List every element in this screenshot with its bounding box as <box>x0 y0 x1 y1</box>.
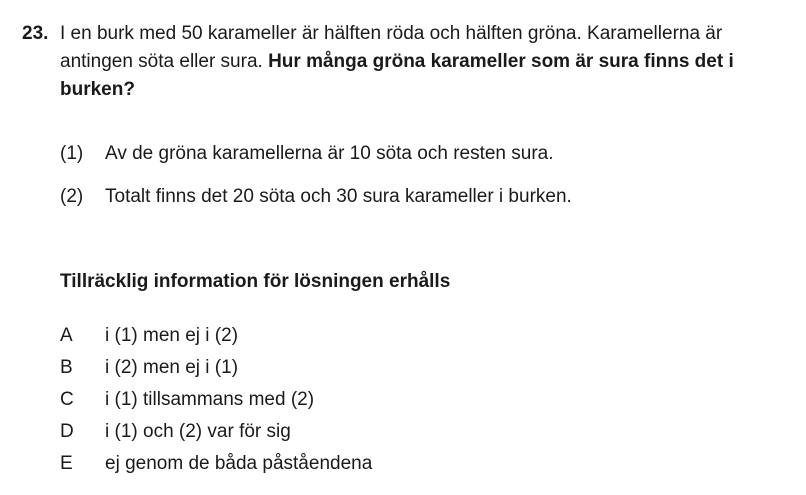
statement-text: Totalt finns det 20 söta och 30 sura karameller i burken. <box>105 186 572 207</box>
option-text: i (1) tillsammans med (2) <box>105 389 315 410</box>
option-a[interactable] <box>60 322 760 354</box>
option-text: i (1) men ej i (2) <box>105 325 239 346</box>
option-d[interactable] <box>60 418 760 450</box>
option-letter: C <box>60 389 74 410</box>
question-text <box>60 20 790 104</box>
question-text-bold: Hur många gröna karameller som är sura finns det i burken? <box>60 51 734 100</box>
option-letter: B <box>60 357 73 378</box>
option-b[interactable] <box>60 354 760 386</box>
statement-number: (2) <box>60 186 84 207</box>
option-e[interactable] <box>60 450 760 482</box>
question-number: 23. <box>22 23 49 44</box>
option-text: i (1) och (2) var för sig <box>105 421 291 442</box>
option-text: i (2) men ej i (1) <box>105 357 239 378</box>
sufficiency-heading: Tillräcklig information för lösningen erhålls <box>60 271 451 292</box>
answer-options <box>60 322 760 482</box>
option-letter: E <box>60 453 73 474</box>
option-c[interactable] <box>60 386 760 418</box>
option-letter: D <box>60 421 74 442</box>
statement-number: (1) <box>60 143 84 164</box>
question-text-intro: I en burk med 50 karameller är hälften röda och hälften gröna. Karamellerna är antingen söta eller sura. <box>60 23 723 72</box>
option-text: ej genom de båda påståendena <box>105 453 373 474</box>
option-letter: A <box>60 325 73 346</box>
statement-text: Av de gröna karamellerna är 10 söta och resten sura. <box>105 143 554 164</box>
